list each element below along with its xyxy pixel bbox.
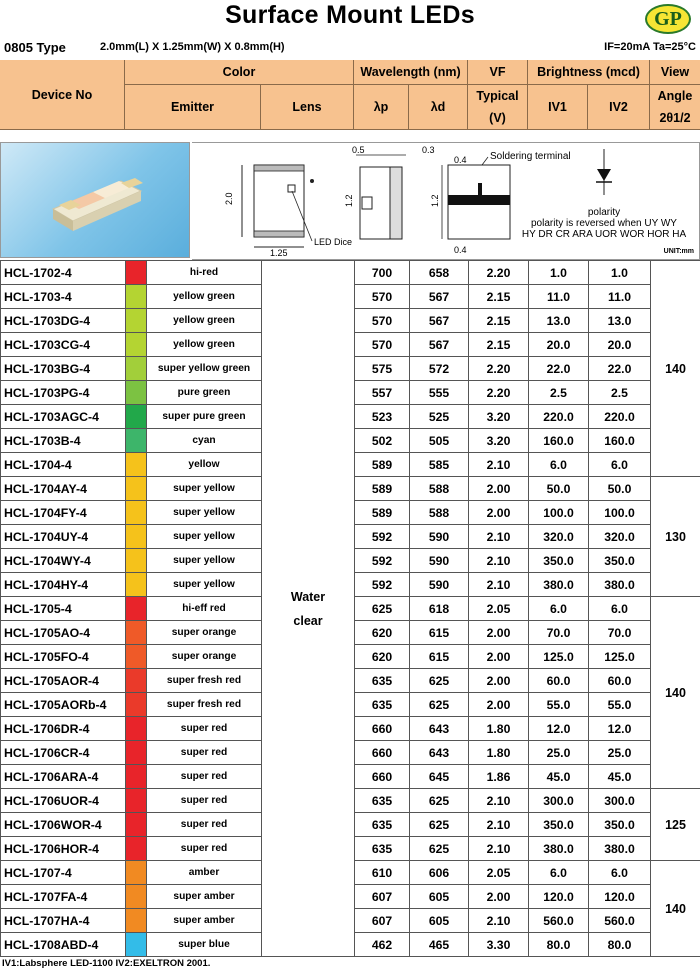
header-iv2: IV2 [588,85,650,130]
lambda-d: 605 [410,885,469,909]
lambda-d: 615 [410,621,469,645]
iv2: 22.0 [589,357,651,381]
iv2: 45.0 [589,765,651,789]
device-no: HCL-1704-4 [1,453,126,477]
vf-typical: 2.00 [469,885,529,909]
device-no: HCL-1705AOR-4 [1,669,126,693]
emitter-color: super fresh red [147,693,262,717]
iv2: 320.0 [589,525,651,549]
emitter-color-swatch [126,861,147,885]
iv2: 6.0 [589,597,651,621]
emitter-color: super red [147,813,262,837]
emitter-color: pure green [147,381,262,405]
iv1: 6.0 [529,861,589,885]
vf-typical: 2.00 [469,621,529,645]
emitter-color: super orange [147,645,262,669]
emitter-color: cyan [147,429,262,453]
lambda-d: 525 [410,405,469,429]
header-lambda-p: λp [354,85,409,130]
header-emitter: Emitter [125,85,261,130]
device-no: HCL-1703CG-4 [1,333,126,357]
iv1: 13.0 [529,309,589,333]
emitter-color-swatch [126,885,147,909]
iv2: 55.0 [589,693,651,717]
lambda-d: 465 [410,933,469,957]
vf-typical: 1.80 [469,717,529,741]
lambda-d: 605 [410,909,469,933]
emitter-color: super amber [147,885,262,909]
header-wavelength: Wavelength (nm) [354,60,468,85]
emitter-color: super amber [147,909,262,933]
lambda-d: 505 [410,429,469,453]
lambda-d: 555 [410,381,469,405]
device-no: HCL-1703B-4 [1,429,126,453]
view-angle: 130 [651,477,700,597]
lambda-p: 589 [355,453,410,477]
led-dice-label: LED Dice [314,237,353,247]
lambda-p: 523 [355,405,410,429]
vf-typical: 3.20 [469,405,529,429]
emitter-color-swatch [126,669,147,693]
led-chip-image [1,143,189,257]
soldering-terminal-label: Soldering terminal [490,151,571,162]
lambda-p: 700 [355,261,410,285]
device-no: HCL-1707HA-4 [1,909,126,933]
dimension-diagram [192,142,700,260]
iv1: 6.0 [529,597,589,621]
lambda-d: 618 [410,597,469,621]
emitter-color: super red [147,765,262,789]
iv2: 2.5 [589,381,651,405]
lens-cell [262,261,355,957]
lambda-d: 567 [410,285,469,309]
gp-logo: GP [645,4,691,34]
iv2: 1.0 [589,261,651,285]
vf-typical: 2.15 [469,333,529,357]
device-no: HCL-1704FY-4 [1,501,126,525]
table-header [0,60,700,130]
lambda-p: 462 [355,933,410,957]
dimensions-label: 2.0mm(L) X 1.25mm(W) X 0.8mm(H) [100,41,285,53]
emitter-color: yellow green [147,333,262,357]
dim-1-25: 1.25 [270,248,288,258]
lambda-p: 589 [355,501,410,525]
emitter-color-swatch [126,333,147,357]
iv1: 60.0 [529,669,589,693]
package-drawing [192,143,698,259]
lambda-d: 625 [410,789,469,813]
iv1: 2.5 [529,381,589,405]
iv2: 160.0 [589,429,651,453]
emitter-color: super red [147,741,262,765]
emitter-color-swatch [126,789,147,813]
emitter-color-swatch [126,573,147,597]
iv2: 380.0 [589,837,651,861]
header-view: View [650,60,700,85]
emitter-color: super red [147,837,262,861]
lambda-d: 572 [410,357,469,381]
lambda-p: 589 [355,477,410,501]
vf-typical: 2.00 [469,669,529,693]
emitter-color-swatch [126,765,147,789]
footer-note: IV1:Labsphere LED-1100 IV2:EXELTRON 2001. [2,958,211,969]
lambda-p: 610 [355,861,410,885]
device-no: HCL-1707FA-4 [1,885,126,909]
header-vf-typical [468,85,528,130]
lambda-p: 570 [355,333,410,357]
lambda-d: 590 [410,525,469,549]
lambda-d: 615 [410,645,469,669]
dim-0-4-top: 0.4 [454,155,467,165]
iv1: 1.0 [529,261,589,285]
header-brightness: Brightness (mcd) [528,60,650,85]
emitter-color: super red [147,789,262,813]
emitter-color: super blue [147,933,262,957]
iv2: 350.0 [589,813,651,837]
emitter-color: super yellow [147,477,262,501]
vf-typical: 2.05 [469,597,529,621]
iv1: 22.0 [529,357,589,381]
type-bar [0,40,700,58]
lambda-d: 606 [410,861,469,885]
vf-typical: 2.10 [469,573,529,597]
vf-typical: 3.20 [469,429,529,453]
iv1: 560.0 [529,909,589,933]
lambda-p: 592 [355,549,410,573]
header-color: Color [125,60,354,85]
emitter-color: super pure green [147,405,262,429]
lambda-p: 620 [355,621,410,645]
unit-label: UNIT:mm [663,248,694,255]
vf-typical: 2.20 [469,381,529,405]
header-theta: 2θ1/2 [659,111,691,125]
device-no: HCL-1706HOR-4 [1,837,126,861]
lambda-d: 588 [410,501,469,525]
header-view-angle [650,85,700,130]
polarity-codes: HY DR CR ARA UOR WOR HOR HA [521,229,687,240]
lambda-d: 567 [410,309,469,333]
view-angle: 140 [651,861,700,957]
emitter-color-swatch [126,909,147,933]
iv1: 12.0 [529,717,589,741]
dim-1-2-bottom: 1.2 [430,194,440,207]
emitter-color: yellow [147,453,262,477]
emitter-color-swatch [126,813,147,837]
vf-typical: 2.10 [469,789,529,813]
lambda-p: 635 [355,813,410,837]
iv2: 300.0 [589,789,651,813]
vf-typical: 2.05 [469,861,529,885]
view-angle: 125 [651,789,700,861]
iv1: 6.0 [529,453,589,477]
iv1: 380.0 [529,573,589,597]
lambda-p: 635 [355,837,410,861]
lambda-p: 635 [355,693,410,717]
lambda-d: 625 [410,837,469,861]
page-title: Surface Mount LEDs [225,1,475,29]
dim-1-2-side: 1.2 [344,194,354,207]
header-vf: VF [468,60,528,85]
iv1: 380.0 [529,837,589,861]
emitter-color: super yellow [147,501,262,525]
dim-0-4-bottom: 0.4 [454,245,467,255]
iv2: 100.0 [589,501,651,525]
view-angle: 140 [651,597,700,789]
iv1: 125.0 [529,645,589,669]
vf-typical: 2.10 [469,909,529,933]
vf-typical: 2.15 [469,285,529,309]
lambda-p: 502 [355,429,410,453]
emitter-color-swatch [126,501,147,525]
vf-typical: 2.20 [469,357,529,381]
iv1: 120.0 [529,885,589,909]
lambda-p: 592 [355,573,410,597]
lambda-d: 585 [410,453,469,477]
iv2: 70.0 [589,621,651,645]
device-no: HCL-1703AGC-4 [1,405,126,429]
led-data-table [0,260,700,957]
device-no: HCL-1703-4 [1,285,126,309]
device-no: HCL-1702-4 [1,261,126,285]
header-angle: Angle [657,89,693,103]
polarity-label: polarity [587,207,621,218]
lambda-d: 625 [410,693,469,717]
iv2: 50.0 [589,477,651,501]
lambda-p: 625 [355,597,410,621]
emitter-color-swatch [126,597,147,621]
iv1: 350.0 [529,813,589,837]
emitter-color-swatch [126,837,147,861]
lambda-d: 643 [410,741,469,765]
vf-typical: 2.00 [469,645,529,669]
dim-2-0: 2.0 [224,192,234,205]
lambda-p: 660 [355,717,410,741]
iv2: 380.0 [589,573,651,597]
device-no: HCL-1705FO-4 [1,645,126,669]
iv1: 70.0 [529,621,589,645]
emitter-color: super yellow [147,525,262,549]
lambda-p: 557 [355,381,410,405]
table-body [1,261,700,957]
vf-typical: 2.10 [469,837,529,861]
device-no: HCL-1707-4 [1,861,126,885]
emitter-color: super orange [147,621,262,645]
vf-typical: 2.10 [469,813,529,837]
emitter-color-swatch [126,429,147,453]
emitter-color: amber [147,861,262,885]
emitter-color: super yellow green [147,357,262,381]
device-no: HCL-1706ARA-4 [1,765,126,789]
emitter-color-swatch [126,261,147,285]
header-lens: Lens [261,85,354,130]
emitter-color: super fresh red [147,669,262,693]
vf-typical: 1.86 [469,765,529,789]
lens-label-water: Water [290,589,326,604]
iv1: 50.0 [529,477,589,501]
lambda-d: 590 [410,573,469,597]
table-row [1,261,700,285]
iv1: 45.0 [529,765,589,789]
iv1: 11.0 [529,285,589,309]
iv1: 55.0 [529,693,589,717]
vf-typical: 3.30 [469,933,529,957]
device-no: HCL-1705AORb-4 [1,693,126,717]
iv2: 60.0 [589,669,651,693]
device-no: HCL-1704AY-4 [1,477,126,501]
type-label: 0805 Type [4,40,66,55]
vf-typical: 1.80 [469,741,529,765]
view-angle: 140 [651,261,700,477]
iv2: 80.0 [589,933,651,957]
emitter-color-swatch [126,357,147,381]
lambda-p: 660 [355,765,410,789]
emitter-color-swatch [126,717,147,741]
device-no: HCL-1703BG-4 [1,357,126,381]
led-photo [0,142,190,258]
iv2: 12.0 [589,717,651,741]
lambda-p: 592 [355,525,410,549]
emitter-color-swatch [126,381,147,405]
iv1: 20.0 [529,333,589,357]
lambda-d: 590 [410,549,469,573]
device-no: HCL-1703DG-4 [1,309,126,333]
iv2: 220.0 [589,405,651,429]
emitter-color-swatch [126,285,147,309]
header-volt-unit: (V) [489,111,506,125]
dim-0-5: 0.5 [352,145,365,155]
header-lambda-d: λd [409,85,468,130]
vf-typical: 2.00 [469,477,529,501]
iv2: 120.0 [589,885,651,909]
emitter-color: super yellow [147,573,262,597]
lambda-p: 607 [355,909,410,933]
lambda-d: 567 [410,333,469,357]
vf-typical: 2.15 [469,309,529,333]
vf-typical: 2.20 [469,261,529,285]
figure-row [0,142,700,260]
emitter-color: super red [147,717,262,741]
device-no: HCL-1706CR-4 [1,741,126,765]
emitter-color: yellow green [147,309,262,333]
lambda-p: 575 [355,357,410,381]
iv2: 6.0 [589,861,651,885]
emitter-color-swatch [126,645,147,669]
header-device-no: Device No [0,60,125,130]
iv2: 560.0 [589,909,651,933]
lambda-d: 625 [410,669,469,693]
emitter-color-swatch [126,933,147,957]
iv1: 100.0 [529,501,589,525]
lambda-d: 645 [410,765,469,789]
iv2: 350.0 [589,549,651,573]
header-iv1: IV1 [528,85,588,130]
lambda-p: 570 [355,285,410,309]
emitter-color: yellow green [147,285,262,309]
vf-typical: 2.10 [469,549,529,573]
emitter-color-swatch [126,741,147,765]
dim-0-3: 0.3 [422,145,435,155]
device-no: HCL-1706UOR-4 [1,789,126,813]
vf-typical: 2.10 [469,525,529,549]
emitter-color: super yellow [147,549,262,573]
lambda-p: 620 [355,645,410,669]
iv1: 25.0 [529,741,589,765]
header-typical: Typical [476,89,519,103]
lambda-p: 660 [355,741,410,765]
vf-typical: 2.00 [469,693,529,717]
lambda-p: 635 [355,789,410,813]
lambda-d: 658 [410,261,469,285]
iv2: 125.0 [589,645,651,669]
iv1: 350.0 [529,549,589,573]
lambda-d: 588 [410,477,469,501]
iv1: 300.0 [529,789,589,813]
emitter-color-swatch [126,549,147,573]
emitter-color-swatch [126,309,147,333]
iv1: 220.0 [529,405,589,429]
iv2: 20.0 [589,333,651,357]
iv2: 13.0 [589,309,651,333]
iv1: 80.0 [529,933,589,957]
lens-label-clear: clear [293,613,323,628]
emitter-color-swatch [126,477,147,501]
emitter-color-swatch [126,453,147,477]
device-no: HCL-1704UY-4 [1,525,126,549]
test-conditions: IF=20mA Ta=25°C [604,41,696,53]
device-no: HCL-1704HY-4 [1,573,126,597]
iv2: 11.0 [589,285,651,309]
emitter-color-swatch [126,621,147,645]
device-no: HCL-1708ABD-4 [1,933,126,957]
device-no: HCL-1706WOR-4 [1,813,126,837]
device-no: HCL-1705-4 [1,597,126,621]
iv2: 25.0 [589,741,651,765]
device-no: HCL-1704WY-4 [1,549,126,573]
emitter-color: hi-eff red [147,597,262,621]
iv1: 160.0 [529,429,589,453]
lambda-p: 635 [355,669,410,693]
vf-typical: 2.10 [469,453,529,477]
lambda-d: 643 [410,717,469,741]
device-no: HCL-1705AO-4 [1,621,126,645]
device-no: HCL-1703PG-4 [1,381,126,405]
emitter-color: hi-red [147,261,262,285]
emitter-color-swatch [126,405,147,429]
emitter-color-swatch [126,525,147,549]
lambda-p: 570 [355,309,410,333]
iv2: 6.0 [589,453,651,477]
lambda-d: 625 [410,813,469,837]
iv1: 320.0 [529,525,589,549]
lambda-p: 607 [355,885,410,909]
device-no: HCL-1706DR-4 [1,717,126,741]
emitter-color-swatch [126,693,147,717]
polarity-note: polarity is reversed when UY WY [531,218,677,229]
vf-typical: 2.00 [469,501,529,525]
